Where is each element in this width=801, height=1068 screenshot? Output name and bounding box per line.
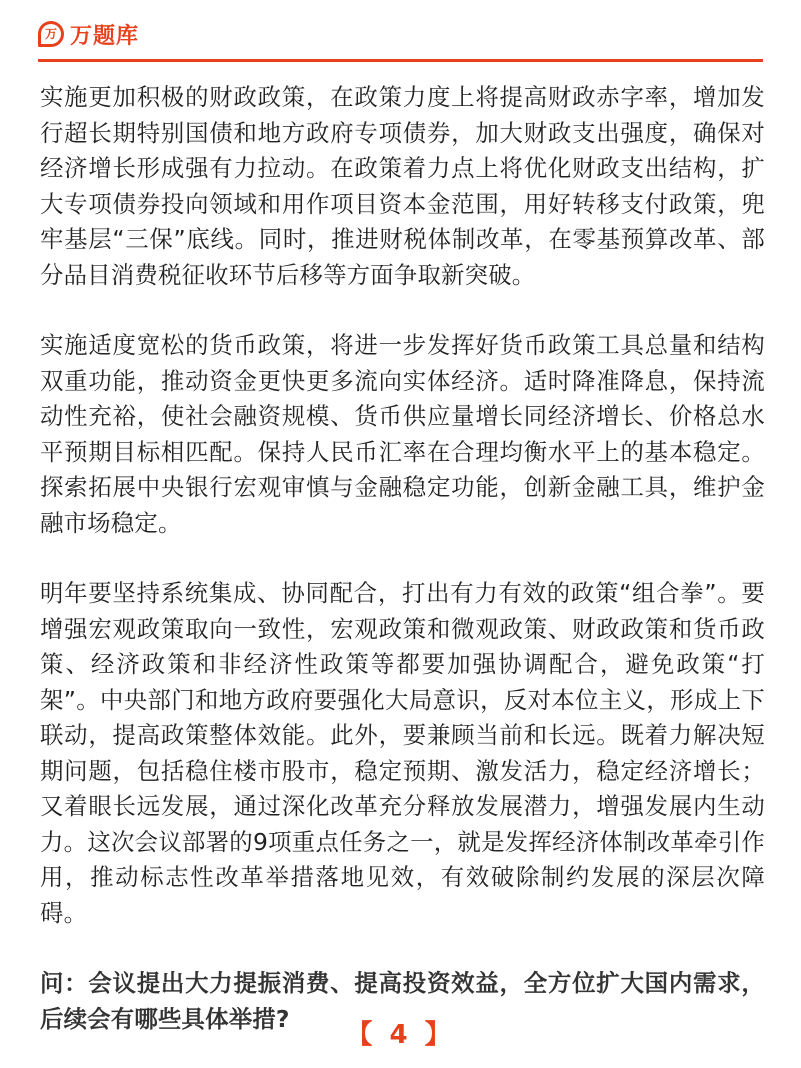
- paragraph-monetary-policy: 实施适度宽松的货币政策，将进一步发挥好货币政策工具总量和结构双重功能，推动资金更快更多流向实体经济。适时降准降息，保持流动性充裕，使社会融资规模、货币供应量增长同经济增长、价格总水平预期目标相匹配。保持人民币汇率在合理均衡水平上的基本稳定。探索拓展中央银行宏观审慎与金融稳定功能，创新金融工具，维护金融市场稳定。: [40, 331, 765, 537]
- brand-logo-icon: 万: [38, 21, 64, 47]
- brand-logo: [38, 18, 139, 50]
- paragraph-policy-coordination: 明年要坚持系统集成、协同配合，打出有力有效的政策“组合拳”。要增强宏观政策取向一致性，宏观政策和微观政策、财政政策和货币政策、经济政策和非经济性政策等都要加强协调配合，避免政策“打架”。中央部门和地方政府要强化大局意识，反对本位主义，形成上下联动，提高政策整体效能。此外，要兼顾当前和长远。既着力解决短期问题，包括稳住楼市股市，稳定预期、激发活力，稳定经济增长；又着眼长远发展，通过深化改革充分释放发展潜力，增强发展内生动力。这次会议部署的9项重点任务之一，就是发挥经济体制改革牵引作用，推动标志性改革举措落地见效，有效破除制约发展的深层次障碍。: [40, 579, 765, 927]
- page-header: [38, 18, 763, 62]
- question-heading: 问：会议提出大力提振消费、提高投资效益，全方位扩大国内需求，后续会有哪些具体举措?: [40, 969, 765, 1033]
- brand-name: 万题库: [70, 23, 140, 49]
- paragraph-fiscal-policy: 实施更加积极的财政政策，在政策力度上将提高财政赤字率，增加发行超长期特别国债和地方政府专项债券，加大财政支出强度，确保对经济增长形成强有力拉动。在政策着力点上将优化财政支出结构，扩大专项债券投向领域和用作项目资本金范围，用好转移支付政策，兜牢基层“三保”底线。同时，推进财税体制改革，在零基预算改革、部分品目消费税征收环节后移等方面争取新突破。: [40, 83, 765, 289]
- page-number: 【 4 】: [346, 1020, 455, 1050]
- header-divider: [38, 59, 763, 62]
- document-body: [40, 80, 765, 1037]
